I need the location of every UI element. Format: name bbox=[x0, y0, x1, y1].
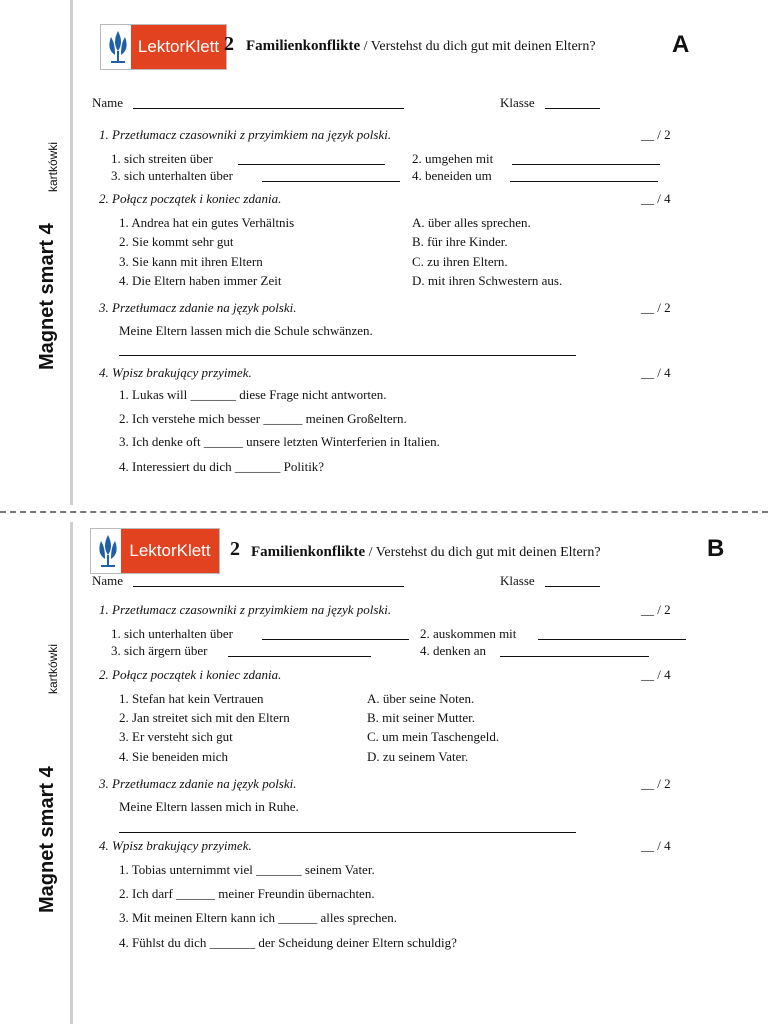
side-label: kartkówki bbox=[46, 141, 60, 192]
answer-line[interactable] bbox=[500, 656, 649, 657]
gap-sentence: 2. Ich darf ______ meiner Freundin übernachten. bbox=[119, 886, 375, 901]
answer-line[interactable] bbox=[262, 181, 400, 182]
translation-line[interactable] bbox=[119, 355, 576, 356]
task-1-item: 3. sich ärgern über bbox=[111, 643, 208, 658]
task-1-points: __ / 2 bbox=[641, 127, 671, 142]
version-letter: A bbox=[672, 31, 690, 58]
answer-line[interactable] bbox=[228, 656, 371, 657]
task-1-item: 3. sich unterhalten über bbox=[111, 168, 234, 183]
side-brand: Magnet smart 4 bbox=[36, 766, 58, 913]
side-brand: Magnet smart 4 bbox=[36, 223, 58, 370]
sentence-end: C. zu ihren Eltern. bbox=[412, 254, 508, 269]
task-3-points: __ / 2 bbox=[641, 776, 671, 791]
sentence-start: 1. Stefan hat kein Vertrauen bbox=[119, 691, 264, 706]
leaf-icon bbox=[101, 25, 135, 69]
answer-line[interactable] bbox=[538, 639, 686, 640]
sentence-start: 3. Er versteht sich gut bbox=[119, 729, 233, 744]
translation-line[interactable] bbox=[119, 832, 576, 833]
sentence-end: A. über alles sprechen. bbox=[412, 215, 531, 230]
logo-text: LektorKlett bbox=[131, 25, 226, 69]
task-1-instruction: 1. Przetłumacz czasowniki z przyimkiem na język polski. bbox=[99, 602, 392, 617]
class-label: Klasse bbox=[500, 95, 535, 110]
logo-text: LektorKlett bbox=[121, 529, 219, 573]
task-1-item: 1. sich unterhalten über bbox=[111, 626, 234, 641]
name-line[interactable] bbox=[133, 108, 404, 109]
task-4-instruction: 4. Wpisz brakujący przyimek. bbox=[99, 838, 252, 853]
task-2-points: __ / 4 bbox=[641, 191, 671, 206]
sentence-end: B. mit seiner Mutter. bbox=[367, 710, 475, 725]
task-1-item: 2. auskommen mit bbox=[420, 626, 517, 641]
sentence-start: 4. Sie beneiden mich bbox=[119, 749, 229, 764]
gap-sentence: 1. Lukas will _______ diese Frage nicht antworten. bbox=[119, 387, 387, 402]
margin-bar bbox=[70, 0, 73, 505]
gap-sentence: 1. Tobias unternimmt viel _______ seinem Vater. bbox=[119, 862, 375, 877]
task-4-points: __ / 4 bbox=[641, 838, 671, 853]
task-3-sentence: Meine Eltern lassen mich die Schule schwänzen. bbox=[119, 323, 373, 338]
logo bbox=[90, 528, 220, 574]
sentence-end: A. über seine Noten. bbox=[367, 691, 475, 706]
logo bbox=[100, 24, 227, 70]
task-1-instruction: 1. Przetłumacz czasowniki z przyimkiem na język polski. bbox=[99, 127, 392, 142]
gap-sentence: 3. Ich denke oft ______ unsere letzten Winterferien in Italien. bbox=[119, 434, 440, 449]
task-4-instruction: 4. Wpisz brakujący przyimek. bbox=[99, 365, 252, 380]
task-2-instruction: 2. Połącz początek i koniec zdania. bbox=[99, 191, 282, 206]
class-line[interactable] bbox=[545, 108, 600, 109]
unit-number: 2 bbox=[230, 538, 240, 560]
gap-sentence: 4. Fühlst du dich _______ der Scheidung deiner Eltern schuldig? bbox=[119, 935, 457, 950]
answer-line[interactable] bbox=[262, 639, 409, 640]
gap-sentence: 2. Ich verstehe mich besser ______ meinen Großeltern. bbox=[119, 411, 407, 426]
version-letter: B bbox=[707, 535, 725, 562]
side-label: kartkówki bbox=[46, 643, 60, 694]
task-2-points: __ / 4 bbox=[641, 667, 671, 682]
gap-sentence: 4. Interessiert du dich _______ Politik? bbox=[119, 459, 325, 474]
unit-number: 2 bbox=[224, 33, 234, 55]
task-3-instruction: 3. Przetłumacz zdanie na język polski. bbox=[99, 776, 297, 791]
sentence-end: D. mit ihren Schwestern aus. bbox=[412, 273, 563, 288]
class-label: Klasse bbox=[500, 573, 535, 588]
task-1-item: 4. beneiden um bbox=[412, 168, 492, 183]
answer-line[interactable] bbox=[512, 164, 660, 165]
sentence-end: B. für ihre Kinder. bbox=[412, 234, 508, 249]
name-label: Name bbox=[92, 573, 124, 588]
answer-line[interactable] bbox=[238, 164, 385, 165]
class-line[interactable] bbox=[545, 586, 600, 587]
answer-line[interactable] bbox=[510, 181, 658, 182]
task-3-instruction: 3. Przetłumacz zdanie na język polski. bbox=[99, 300, 297, 315]
task-3-points: __ / 2 bbox=[641, 300, 671, 315]
leaf-icon bbox=[91, 529, 125, 573]
sentence-end: C. um mein Taschengeld. bbox=[367, 729, 500, 744]
task-1-item: 4. denken an bbox=[420, 643, 487, 658]
task-1-points: __ / 2 bbox=[641, 602, 671, 617]
sentence-end: D. zu seinem Vater. bbox=[367, 749, 469, 764]
sentence-start: 4. Die Eltern haben immer Zeit bbox=[119, 273, 282, 288]
task-4-points: __ / 4 bbox=[641, 365, 671, 380]
sentence-start: 2. Sie kommt sehr gut bbox=[119, 234, 234, 249]
sentence-start: 2. Jan streitet sich mit den Eltern bbox=[119, 710, 290, 725]
task-2-instruction: 2. Połącz początek i koniec zdania. bbox=[99, 667, 282, 682]
page-title: Familienkonflikte / Verstehst du dich gut mit deinen Eltern? bbox=[246, 38, 596, 54]
margin-bar bbox=[70, 522, 73, 1024]
task-3-sentence: Meine Eltern lassen mich in Ruhe. bbox=[119, 799, 299, 814]
cut-line bbox=[0, 511, 768, 513]
gap-sentence: 3. Mit meinen Eltern kann ich ______ alles sprechen. bbox=[119, 910, 397, 925]
task-1-item: 2. umgehen mit bbox=[412, 151, 494, 166]
task-1-item: 1. sich streiten über bbox=[111, 151, 213, 166]
page-title: Familienkonflikte / Verstehst du dich gut mit deinen Eltern? bbox=[251, 544, 601, 560]
name-label: Name bbox=[92, 95, 124, 110]
name-line[interactable] bbox=[133, 586, 404, 587]
sentence-start: 3. Sie kann mit ihren Eltern bbox=[119, 254, 263, 269]
sentence-start: 1. Andrea hat ein gutes Verhältnis bbox=[119, 215, 295, 230]
